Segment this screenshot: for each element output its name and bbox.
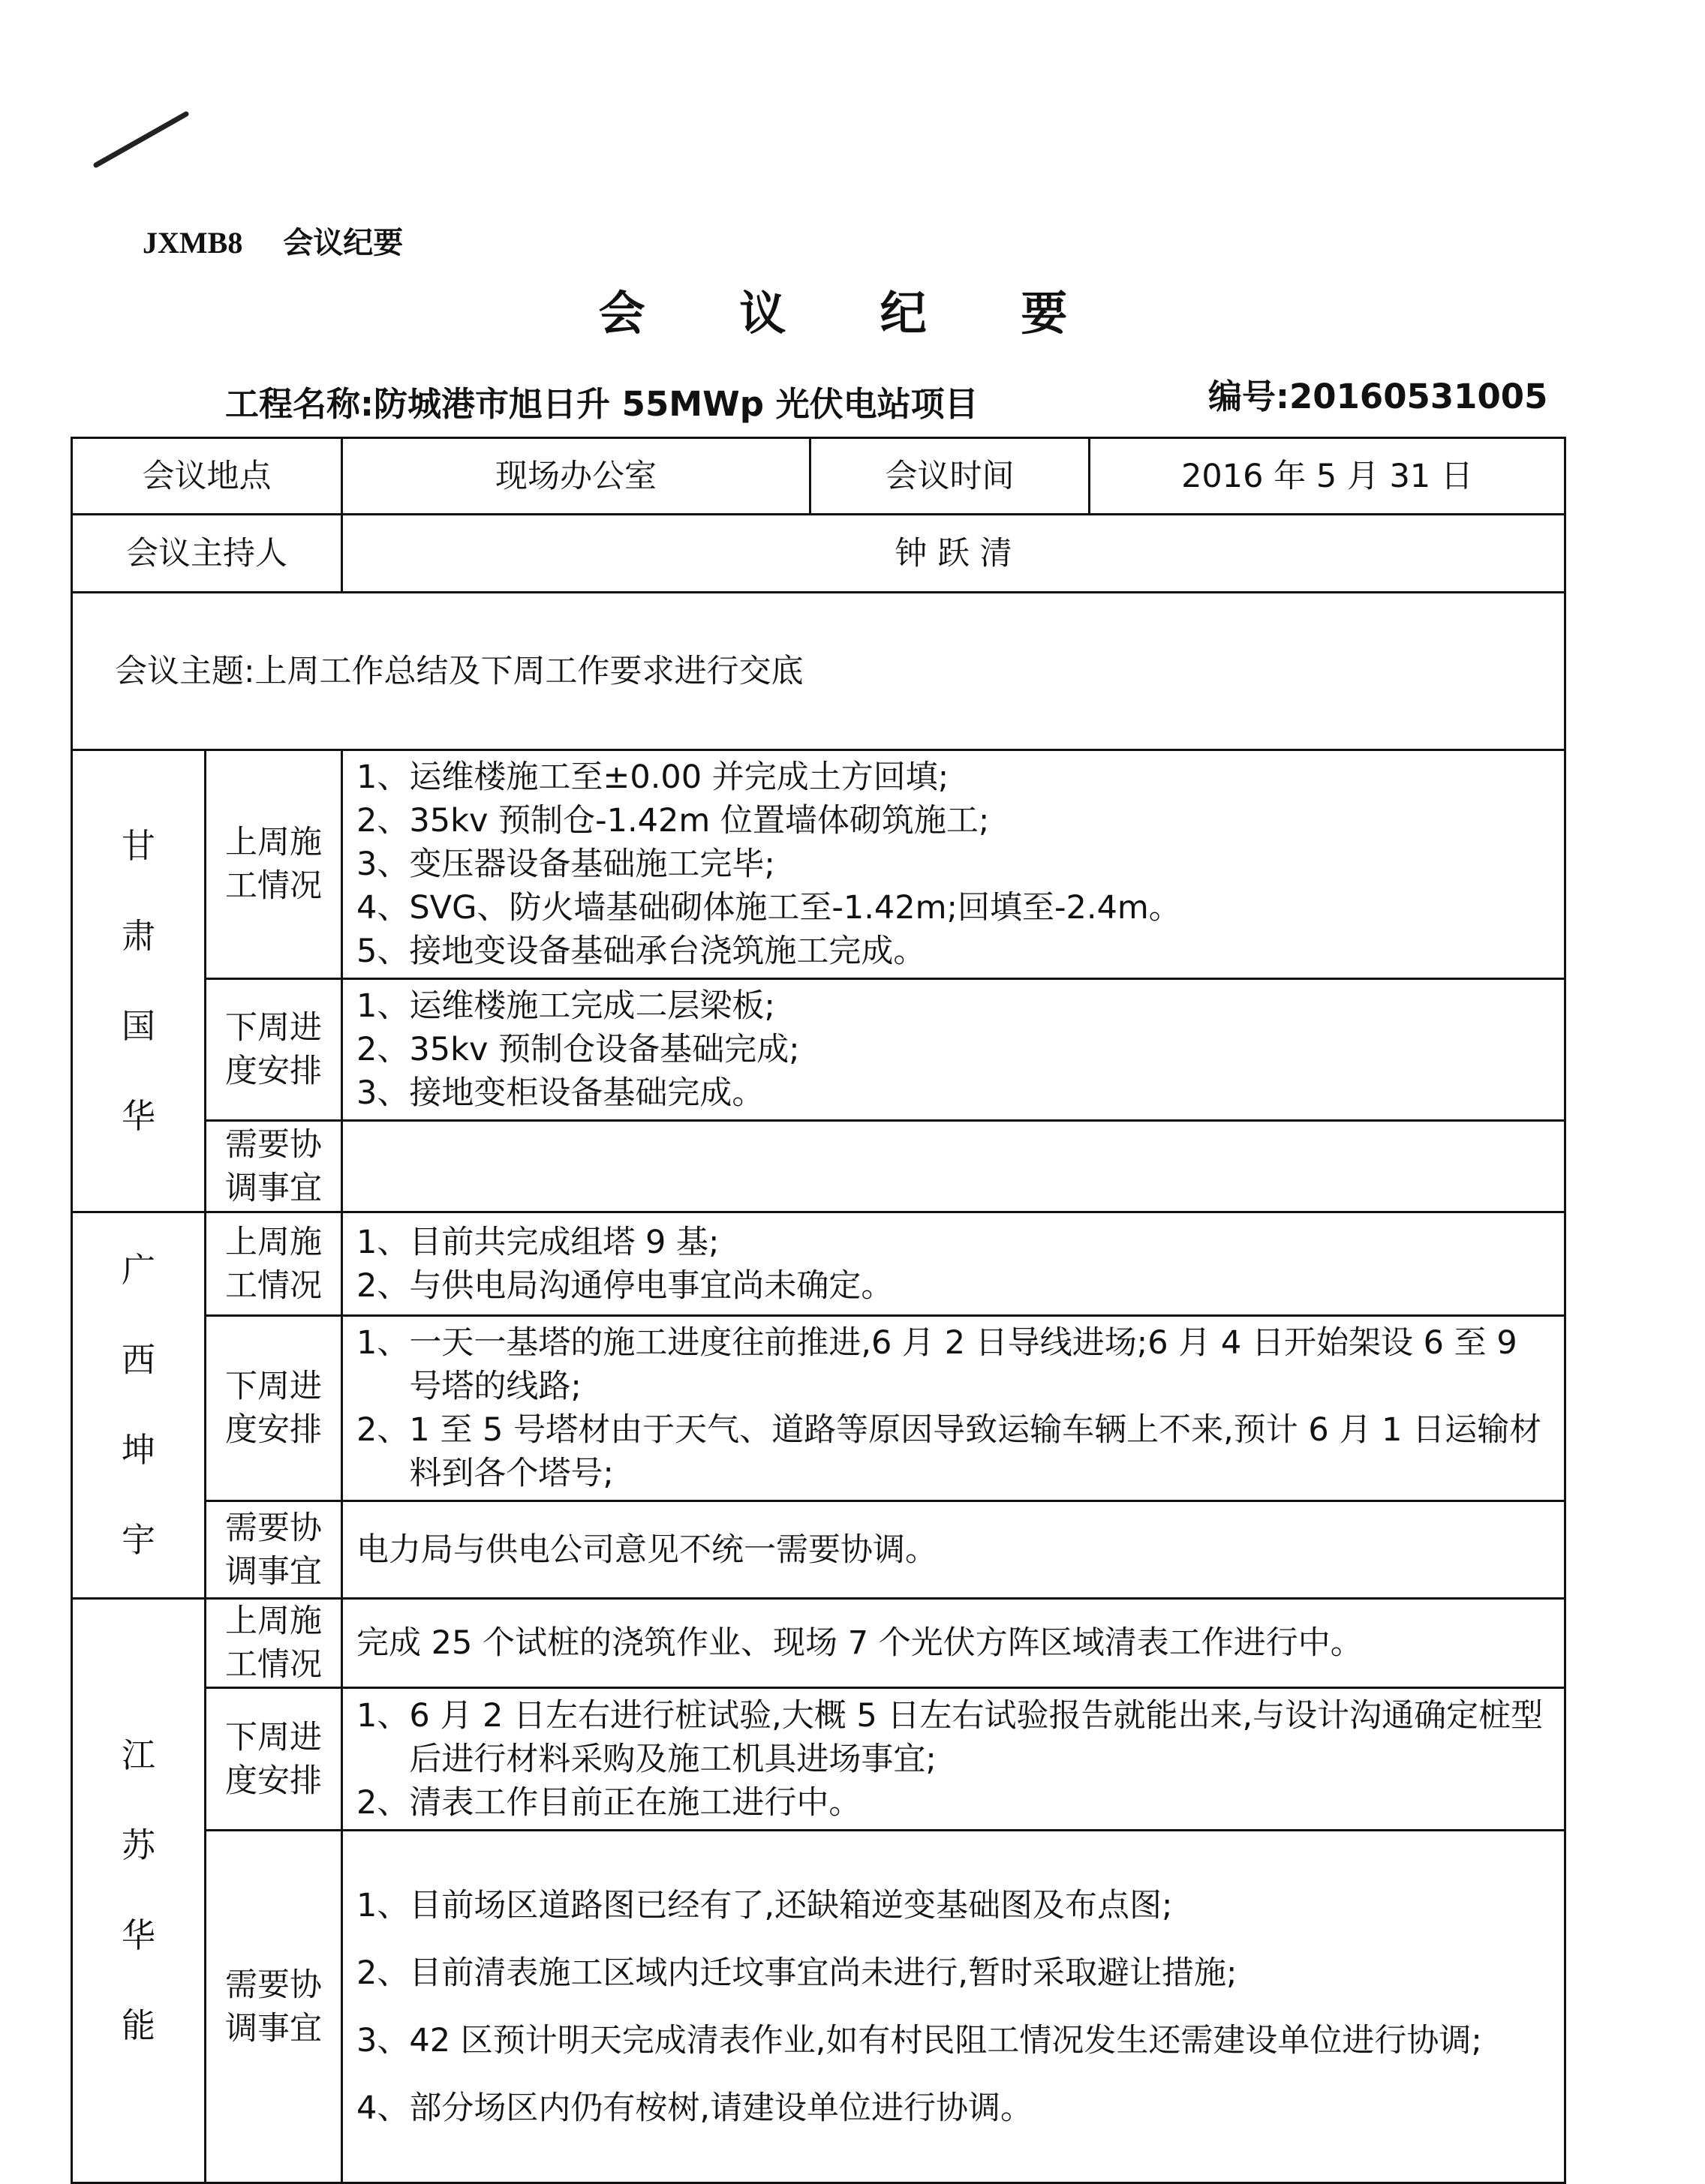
number-value: 20160531005: [1289, 377, 1548, 416]
item-text: 42 区预计明天完成清表作业,如有村民阻工情况发生还需建设单位进行协调;: [409, 2021, 1482, 2059]
meeting-info-row: [72, 438, 1565, 515]
item-text: 完成 25 个试桩的浇筑作业、现场 7 个光伏方阵区域清表工作进行中。: [356, 1624, 1363, 1662]
time-label: 会议时间: [810, 438, 1090, 515]
company-name-cell: [72, 1212, 206, 1599]
list-item: [356, 843, 1550, 886]
row-label-line: 度安排: [225, 1411, 322, 1449]
document-title: 会 议 纪 要: [598, 286, 1107, 341]
item-number: 2、: [356, 1031, 410, 1068]
item-number: 1、: [356, 987, 410, 1025]
list-item: [356, 2074, 1550, 2142]
item-text: 35kv 预制仓-1.42m 位置墙体砌筑施工;: [409, 802, 990, 840]
item-number: 5、: [356, 933, 410, 970]
item-number: 2、: [356, 1411, 410, 1449]
row-label-line: 上周施: [225, 1223, 322, 1261]
company-char: 华: [121, 1095, 155, 1136]
list-item: [356, 984, 1550, 1028]
company-char: 甘: [121, 825, 155, 866]
list-item: [356, 1028, 1550, 1071]
time-value: 2016 年 5 月 31 日: [1090, 438, 1565, 515]
item-text: 清表工作目前正在施工进行中。: [409, 1783, 862, 1822]
item-number: 4、: [356, 889, 410, 927]
list-item: [356, 1872, 1550, 1939]
item-number: 1、: [356, 759, 410, 796]
row-content: [342, 750, 1565, 979]
item-text: 35kv 预制仓设备基础完成;: [409, 1031, 800, 1068]
company-name-cell: [72, 1599, 206, 2183]
list-item: [356, 1264, 1550, 1308]
meeting-topic: 会议主题:上周工作总结及下周工作要求进行交底: [72, 593, 1565, 750]
list-item: [356, 1694, 1550, 1781]
item-number: 3、: [356, 1074, 410, 1112]
company-char: 苏: [121, 1825, 155, 1865]
topic-row: [72, 593, 1565, 750]
row-label: [206, 1599, 342, 1688]
list-item: [356, 1221, 1550, 1264]
row-content: [342, 1831, 1565, 2183]
list-item: [356, 1321, 1550, 1408]
item-number: 2、: [356, 1783, 410, 1822]
company-name-cell: [72, 750, 206, 1212]
item-number: 1、: [356, 1324, 410, 1362]
item-text: SVG、防火墙基础砌体施工至-1.42m;回填至-2.4m。: [409, 889, 1181, 927]
list-item: [356, 1408, 1550, 1495]
row-content: [342, 1501, 1565, 1599]
row-label-line: 调事宜: [225, 1169, 322, 1207]
list-item: [356, 1781, 1550, 1825]
section-row: [72, 750, 1565, 979]
pen-stroke-mark: [90, 105, 195, 173]
company-char: 肃: [121, 915, 155, 956]
section-row: [72, 1212, 1565, 1316]
row-content: [342, 1212, 1565, 1316]
row-label: [206, 1212, 342, 1316]
section-row: [72, 1688, 1565, 1831]
row-label-line: 下周进: [225, 1718, 322, 1756]
section-row: [72, 1121, 1565, 1212]
section-row: [72, 1831, 1565, 2183]
company-char: 广: [121, 1250, 155, 1290]
row-label-line: 需要协: [225, 1966, 322, 2004]
item-number: 4、: [356, 2089, 410, 2127]
host-row: [72, 515, 1565, 593]
row-label: [206, 1831, 342, 2183]
company-char: 华: [121, 1915, 155, 1955]
item-number: 3、: [356, 2021, 410, 2059]
item-text: 目前共完成组塔 9 基;: [409, 1223, 720, 1261]
section-row: [72, 1501, 1565, 1599]
list-item: [356, 756, 1550, 799]
form-code-label: 会议纪要: [283, 226, 404, 260]
row-label-line: 调事宜: [225, 1552, 322, 1591]
item-text: 一天一基塔的施工进度往前推进,6 月 2 日导线进场;6 月 4 日开始架设 6 至 9 号塔的线路;: [409, 1324, 1517, 1405]
row-content: [342, 1121, 1565, 1212]
list-item: [356, 1939, 1550, 2007]
row-label-line: 工情况: [225, 1646, 322, 1684]
row-label: [206, 1501, 342, 1599]
list-item: [356, 799, 1550, 843]
company-char: 坤: [121, 1430, 155, 1470]
section-row: [72, 1599, 1565, 1688]
project-line: [225, 377, 979, 425]
list-item: [356, 886, 1550, 930]
row-content: [342, 1599, 1565, 1688]
list-item: [356, 2007, 1550, 2074]
item-text: 电力局与供电公司意见不统一需要协调。: [356, 1531, 937, 1569]
row-label-line: 下周进: [225, 1009, 322, 1047]
row-label-line: 度安排: [225, 1053, 322, 1090]
item-text: 1 至 5 号塔材由于天气、道路等原因导致运输车辆上不来,预计 6 月 1 日运输材料到各个塔号;: [409, 1411, 1542, 1492]
row-content: [342, 1688, 1565, 1831]
row-label: [206, 1316, 342, 1501]
item-text: 变压器设备基础施工完毕;: [409, 846, 775, 883]
item-text: 与供电局沟通停电事宜尚未确定。: [409, 1266, 894, 1305]
row-label: [206, 979, 342, 1121]
list-item: [356, 1621, 1550, 1665]
row-label-line: 工情况: [225, 867, 322, 905]
host-label: 会议主持人: [72, 515, 342, 593]
section-row: [72, 979, 1565, 1121]
row-label-line: 需要协: [225, 1509, 322, 1547]
row-label-line: 度安排: [225, 1762, 322, 1800]
item-number: 1、: [356, 1223, 410, 1261]
item-text: 部分场区内仍有桉树,请建设单位进行协调。: [409, 2089, 1033, 2127]
row-label: [206, 1121, 342, 1212]
number-label: 编号:: [1208, 377, 1289, 416]
form-code-header: [143, 219, 403, 262]
row-label-line: 上周施: [225, 1603, 322, 1640]
list-item: [356, 930, 1550, 973]
item-text: 6 月 2 日左右进行桩试验,大概 5 日左右试验报告就能出来,与设计沟通确定桩型后进行材料采购及施工机具进场事宜;: [409, 1696, 1544, 1778]
item-text: 接地变柜设备基础完成。: [409, 1074, 765, 1112]
row-content: [342, 979, 1565, 1121]
item-text: 运维楼施工至±0.00 并完成土方回填;: [409, 759, 949, 796]
company-char: 宇: [121, 1520, 155, 1560]
row-label: [206, 750, 342, 979]
row-content: [342, 1316, 1565, 1501]
row-label-line: 需要协: [225, 1125, 322, 1164]
row-label: [206, 1688, 342, 1831]
list-item: [356, 1071, 1550, 1115]
project-label: 工程名称:: [225, 384, 374, 424]
item-number: 1、: [356, 1886, 410, 1924]
item-number: 2、: [356, 802, 410, 840]
item-number: 2、: [356, 1954, 410, 1992]
minutes-table: [71, 437, 1566, 2184]
company-char: 西: [121, 1340, 155, 1380]
company-char: 国: [121, 1005, 155, 1046]
row-label-line: 调事宜: [225, 2009, 322, 2047]
company-char: 江: [121, 1735, 155, 1775]
location-label: 会议地点: [72, 438, 342, 515]
item-number: 1、: [356, 1696, 410, 1735]
item-text: 目前场区道路图已经有了,还缺箱逆变基础图及布点图;: [409, 1886, 1173, 1924]
project-name: 防城港市旭日升 55MWp 光伏电站项目: [374, 384, 979, 424]
item-text: 运维楼施工完成二层梁板;: [409, 987, 775, 1025]
row-label-line: 上周施: [225, 824, 322, 861]
location-value: 现场办公室: [342, 438, 810, 515]
host-value: 钟 跃 清: [342, 515, 1565, 593]
item-text: 目前清表施工区域内迁坟事宜尚未进行,暂时采取避让措施;: [409, 1954, 1237, 1992]
form-code: JXMB8: [143, 226, 243, 260]
row-label-line: 下周进: [225, 1368, 322, 1405]
number-line: [1208, 369, 1547, 418]
section-row: [72, 1316, 1565, 1501]
sections-body: [72, 750, 1565, 2183]
item-text: 接地变设备基础承台浇筑施工完成。: [409, 933, 926, 970]
row-label-line: 工情况: [225, 1266, 322, 1305]
item-number: 3、: [356, 846, 410, 883]
list-item: [356, 1528, 1550, 1572]
item-number: 2、: [356, 1266, 410, 1305]
company-char: 能: [121, 2005, 155, 2045]
